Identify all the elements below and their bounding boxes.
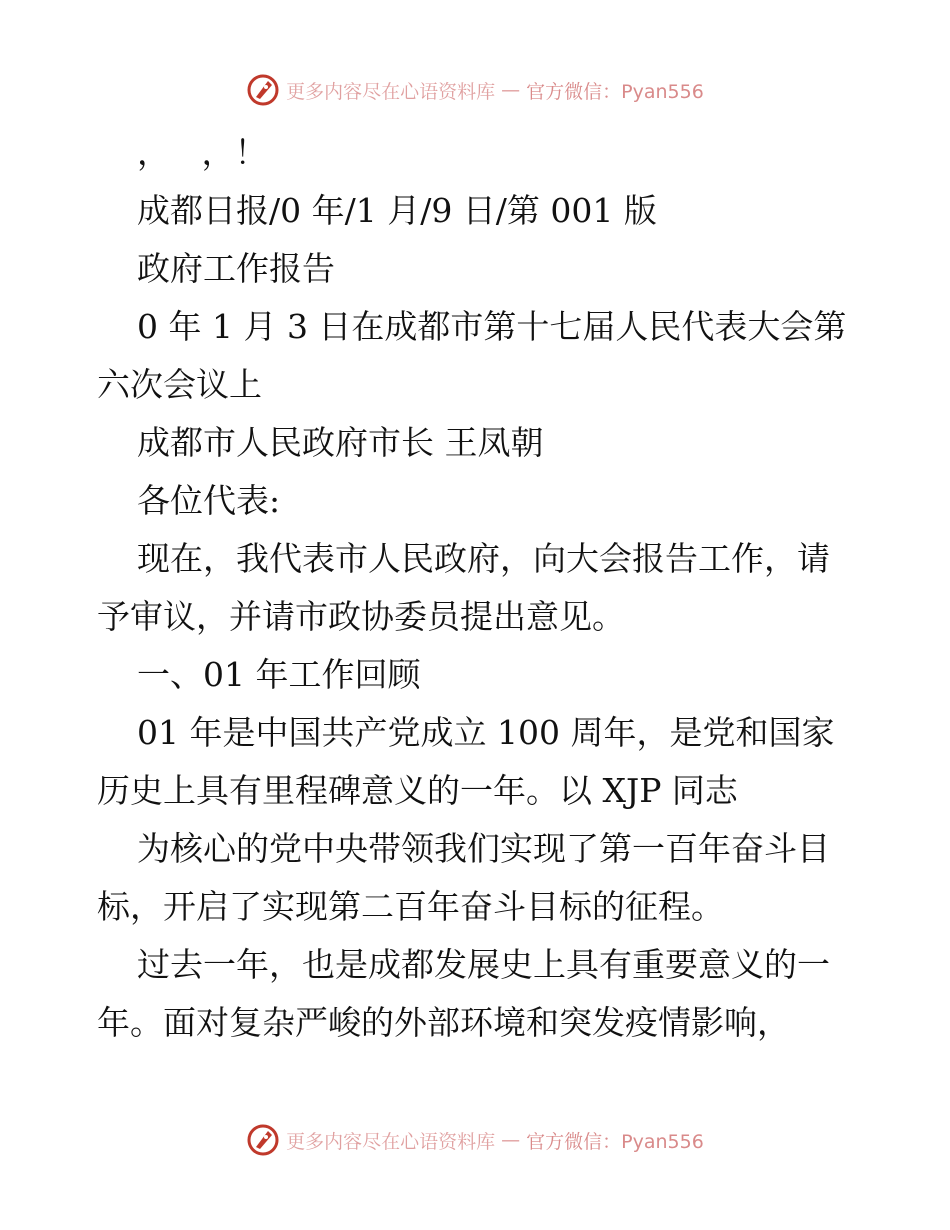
paragraph-speaker: 成都市人民政府市长 王凤朝: [137, 423, 544, 462]
paragraph-body-3: 过去一年，也是成都发展史上具有重要意义的一年。面对复杂严峻的外部环境和突发疫情影响，: [97, 945, 830, 1042]
paragraph-punctuation: ， ，！: [137, 133, 268, 172]
banner-wechat-text: 官方微信：Pyan556: [526, 1130, 704, 1153]
header-banner: [0, 70, 950, 110]
paragraph-meeting-info: 0 年 1 月 3 日在成都市第十七届人民代表大会第六次会议上: [97, 307, 847, 404]
paragraph-body-1: 01 年是中国共产党成立 100 周年，是党和国家历史上具有里程碑意义的一年。以 XJP 同志: [97, 713, 835, 810]
paragraph-section-heading: 一、01 年工作回顾: [137, 655, 421, 694]
paragraph-salutation: 各位代表:: [137, 481, 281, 520]
paragraph-source-line: 成都日报/0 年/1 月/9 日/第 001 版: [137, 191, 657, 230]
pen-nib-logo-icon: [246, 73, 280, 107]
footer-banner: [0, 1120, 950, 1160]
paragraph-body-2: 为核心的党中央带领我们实现了第一百年奋斗目标，开启了实现第二百年奋斗目标的征程。: [97, 829, 830, 926]
banner-wechat-text: 官方微信：Pyan556: [526, 80, 704, 103]
document-body: [97, 124, 857, 1052]
banner-separator: —: [501, 1129, 521, 1151]
banner-site-text: 更多内容尽在心语资料库: [286, 1130, 496, 1153]
banner-separator: —: [501, 79, 521, 101]
paragraph-intro: 现在，我代表市人民政府，向大会报告工作，请予审议，并请市政协委员提出意见。: [97, 539, 830, 636]
pen-nib-logo-icon: [246, 1123, 280, 1157]
banner-site-text: 更多内容尽在心语资料库: [286, 80, 496, 103]
paragraph-title: 政府工作报告: [137, 249, 335, 288]
